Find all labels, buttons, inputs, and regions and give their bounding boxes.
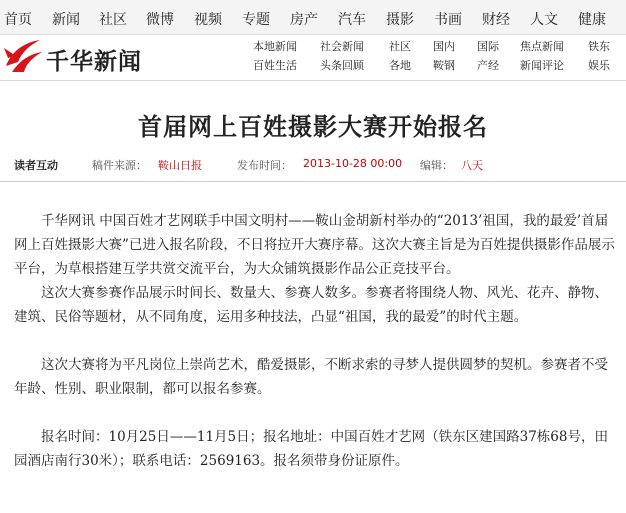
time-value <box>303 157 402 170</box>
article-title: 首届网上百姓摄影大赛开始报名 <box>138 112 488 141</box>
subnav-community[interactable]: 社区 <box>389 40 411 53</box>
logo-name: 千华新闻 <box>46 49 142 75</box>
nav-item-house[interactable]: 房产 <box>290 12 318 28</box>
subnav-focus-news[interactable]: 焦点新闻 <box>520 40 564 53</box>
article-paragraph: 这次大赛将为平凡岗位上崇尚艺术，酷爱摄影，不断求索的寻梦人提供圆梦的契机。参赛者不受年龄、性别、职业限制，都可以报名参赛。 <box>14 357 608 397</box>
nav-item-auto[interactable]: 汽车 <box>338 12 366 28</box>
subnav-daily-life[interactable]: 百姓生活 <box>253 59 297 72</box>
article-body <box>14 209 618 473</box>
editor-label: 编辑： <box>420 159 453 172</box>
nav-item-community[interactable]: 社区 <box>99 12 127 28</box>
header-divider <box>0 80 626 81</box>
nav-item-photo[interactable]: 摄影 <box>386 12 414 28</box>
nav-item-art[interactable]: 书画 <box>434 12 462 28</box>
subnav-entertainment[interactable]: 娱乐 <box>588 59 610 72</box>
nav-item-weibo[interactable]: 微博 <box>146 12 174 28</box>
source-text: 鞍山日报 <box>158 159 202 172</box>
time-text: 2013-10-28 00:00 <box>303 157 403 170</box>
top-nav <box>0 0 626 35</box>
subnav-ansteel[interactable]: 鞍钢 <box>433 59 455 72</box>
meta-divider <box>0 181 626 182</box>
nav-item-health[interactable]: 健康 <box>578 12 606 28</box>
subnav-international[interactable]: 国际 <box>477 40 499 53</box>
reader-interaction-label[interactable]: 读者互动 <box>14 159 58 172</box>
subnav-industry[interactable]: 产经 <box>477 59 499 72</box>
nav-item-special[interactable]: 专题 <box>242 12 270 28</box>
nav-item-news[interactable]: 新闻 <box>52 12 80 28</box>
site-logo[interactable] <box>2 36 182 78</box>
time-label: 发布时间： <box>237 159 292 172</box>
nav-item-finance[interactable]: 财经 <box>482 12 510 28</box>
article-paragraph: 这次大赛参赛作品展示时间长、数量大、参赛人数多。参赛者将围绕人物、风光、花卉、静物、建筑、民俗等题材，从不同角度，运用多种技法，凸显“祖国，我的最爱”的时代主题。 <box>14 285 608 325</box>
subnav-domestic[interactable]: 国内 <box>433 40 455 53</box>
logo-mark-icon <box>2 36 46 76</box>
source-value <box>158 157 202 173</box>
nav-item-home[interactable]: 首页 <box>4 12 32 28</box>
nav-item-video[interactable]: 视频 <box>194 12 222 28</box>
subnav-regions[interactable]: 各地 <box>389 59 411 72</box>
subnav-news-comment[interactable]: 新闻评论 <box>520 59 564 72</box>
subnav-society-news[interactable]: 社会新闻 <box>320 40 364 53</box>
nav-item-culture[interactable]: 人文 <box>530 12 558 28</box>
article-paragraph: 千华网讯 中国百姓才艺网联手中国文明村——鞍山金胡新村举办的“2013’祖国，我的最爱’首届网上百姓摄影大赛”已进入报名阶段，不日将拉开大赛序幕。这次大赛主旨是为百姓提供摄影作品展示平台，为草根搭建互学共赏交流平台，为大众铺筑摄影作品公正竞技平台。 <box>14 213 615 277</box>
article-paragraph: 报名时间：10月25日——11月5日；报名地址：中国百姓才艺网（铁东区建国路37栋68号，田园酒店南行30米）；联系电话：2569163。报名须带身份证原件。 <box>14 429 608 469</box>
subnav-headline-review[interactable]: 头条回顾 <box>320 59 364 72</box>
editor-value <box>461 157 483 173</box>
editor-text: 八天 <box>461 159 483 172</box>
source-label: 稿件来源： <box>92 159 147 172</box>
subnav-local-news[interactable]: 本地新闻 <box>253 40 297 53</box>
subnav-tiedong[interactable]: 铁东 <box>588 40 610 53</box>
